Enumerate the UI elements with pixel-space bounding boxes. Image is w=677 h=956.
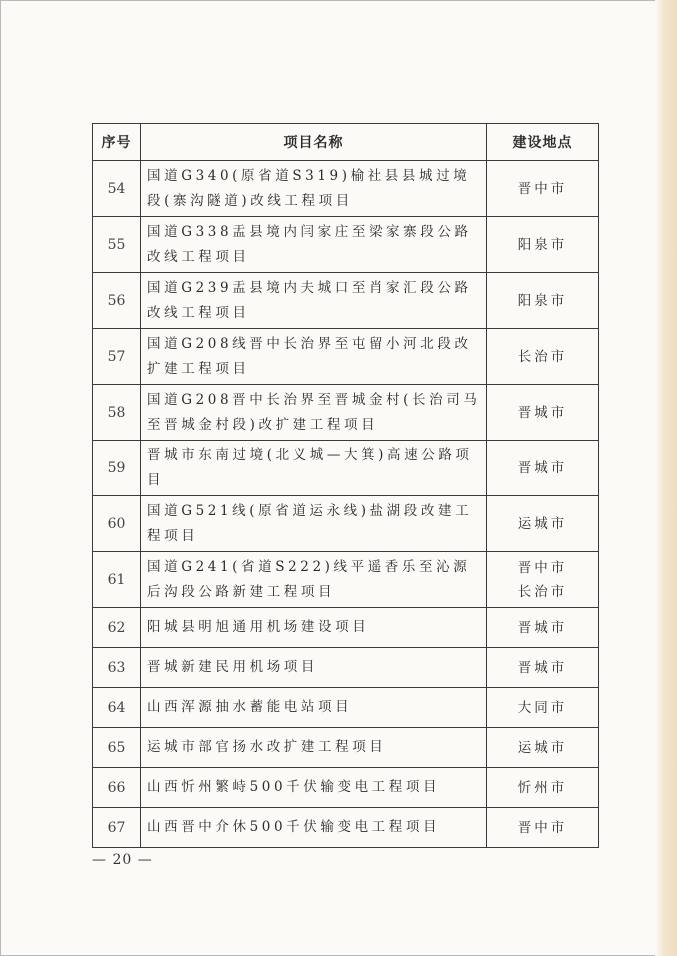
project-location: 阳泉市	[487, 217, 599, 273]
row-number: 55	[93, 217, 141, 273]
project-location	[487, 552, 599, 608]
project-table	[92, 123, 599, 848]
table-row	[93, 552, 599, 608]
table-row	[93, 217, 599, 273]
project-location: 运城市	[487, 728, 599, 768]
table-row	[93, 441, 599, 496]
table-row	[93, 385, 599, 441]
project-name: 国道G340(原省道S319)榆社县县城过境段(寨沟隧道)改线工程项目	[141, 161, 487, 217]
table-row	[93, 808, 599, 848]
project-name: 阳城县明旭通用机场建设项目	[141, 608, 487, 648]
row-number: 64	[93, 688, 141, 728]
header-name: 项目名称	[141, 124, 487, 161]
table-row	[93, 688, 599, 728]
project-name: 国道G521线(原省道运永线)盐湖段改建工程项目	[141, 496, 487, 552]
project-name: 国道G338盂县境内闫家庄至梁家寨段公路改线工程项目	[141, 217, 487, 273]
project-name: 国道G208线晋中长治界至屯留小河北段改扩建工程项目	[141, 329, 487, 385]
project-location: 忻州市	[487, 768, 599, 808]
project-location: 运城市	[487, 496, 599, 552]
scan-edge	[655, 0, 677, 956]
project-name: 山西晋中介休500千伏输变电工程项目	[141, 808, 487, 848]
location-line: 晋中市	[517, 559, 568, 576]
project-location: 阳泉市	[487, 273, 599, 329]
project-location: 大同市	[487, 688, 599, 728]
table-row	[93, 161, 599, 217]
table-row	[93, 273, 599, 329]
row-number: 63	[93, 648, 141, 688]
row-number: 59	[93, 441, 141, 496]
header-no: 序号	[93, 124, 141, 161]
row-number: 67	[93, 808, 141, 848]
project-location: 长治市	[487, 329, 599, 385]
project-name: 国道G239盂县境内夫城口至肖家汇段公路改线工程项目	[141, 273, 487, 329]
table-header	[93, 124, 599, 161]
table-body	[93, 161, 599, 848]
project-name: 国道G208晋中长治界至晋城金村(长治司马至晋城金村段)改扩建工程项目	[141, 385, 487, 441]
table-row	[93, 496, 599, 552]
table-row	[93, 768, 599, 808]
location-line: 长治市	[517, 583, 568, 600]
project-name: 运城市部官扬水改扩建工程项目	[141, 728, 487, 768]
table-row	[93, 728, 599, 768]
project-name: 晋城市东南过境(北义城—大箕)高速公路项目	[141, 441, 487, 496]
row-number: 62	[93, 608, 141, 648]
project-location: 晋中市	[487, 161, 599, 217]
header-location: 建设地点	[487, 124, 599, 161]
project-name: 山西浑源抽水蓄能电站项目	[141, 688, 487, 728]
row-number: 54	[93, 161, 141, 217]
row-number: 66	[93, 768, 141, 808]
project-location: 晋城市	[487, 441, 599, 496]
row-number: 60	[93, 496, 141, 552]
table-row	[93, 648, 599, 688]
project-name: 晋城新建民用机场项目	[141, 648, 487, 688]
project-location: 晋中市	[487, 808, 599, 848]
row-number: 65	[93, 728, 141, 768]
row-number: 56	[93, 273, 141, 329]
row-number: 58	[93, 385, 141, 441]
table-row	[93, 329, 599, 385]
project-name: 国道G241(省道S222)线平遥香乐至沁源后沟段公路新建工程项目	[141, 552, 487, 608]
page-number: — 20 —	[92, 852, 153, 868]
project-location: 晋城市	[487, 648, 599, 688]
project-location: 晋城市	[487, 608, 599, 648]
project-name: 山西忻州繁峙500千伏输变电工程项目	[141, 768, 487, 808]
table-row	[93, 608, 599, 648]
project-location: 晋城市	[487, 385, 599, 441]
row-number: 61	[93, 552, 141, 608]
row-number: 57	[93, 329, 141, 385]
